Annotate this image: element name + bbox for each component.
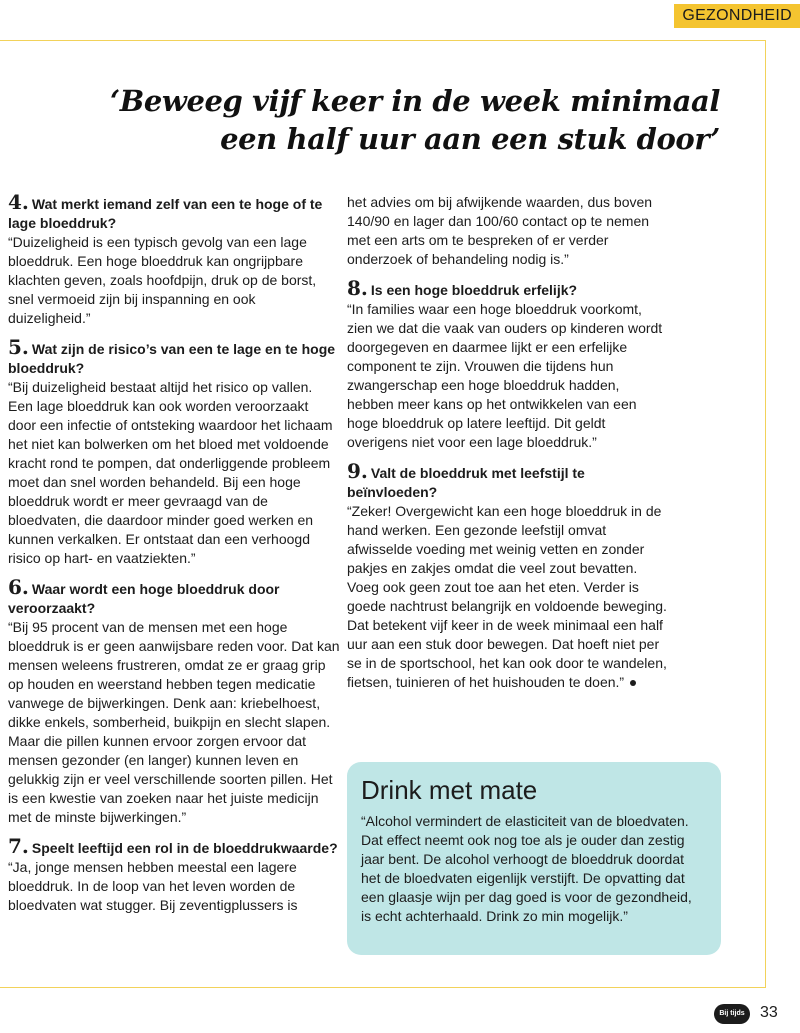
qa-item (347, 459, 667, 692)
question-heading (347, 276, 667, 300)
page-number: 33 (760, 1004, 778, 1021)
question-text: Is een hoge bloeddruk erfelijk? (370, 282, 578, 298)
qa-item (8, 335, 340, 568)
question-number: 7. (8, 834, 29, 858)
callout-box (347, 762, 721, 955)
qa-item (8, 190, 340, 328)
question-number: 4. (8, 190, 29, 214)
question-text: Speelt leeftijd een rol in de bloeddrukwaarde? (31, 840, 338, 856)
question-number: 6. (8, 575, 29, 599)
question-text: Wat zijn de risico’s van een te lage en te hoge bloeddruk? (8, 341, 336, 376)
right-column (347, 193, 667, 702)
answer-text: “Bij 95 procent van de mensen met een hoge bloeddruk is er geen aanwijsbare reden voor. Dat kan mensen weleens frustreren, omdat ze er graag grip op houden en weerstand hebben tegen medicatie vanwege de bijwerkingen. Denk aan: kriebelhoest, dikke enkels, somberheid, buikpijn en slecht slapen. Maar die pillen kunnen ervoor zorgen ervoor dat mensen gezonder (en langer) kunnen leven en gelukkig zijn er veel verschillende soorten pillen. Het is een kwestie van zoeken naar het juiste medicijn met de minste bijwerkingen.” (8, 619, 340, 825)
answer-text-body: “Zeker! Overgewicht kan een hoge bloeddruk in de hand werken. Een gezonde leefstijl omvat afwisselde voeding met weinig vetten en zonder pakjes en zakjes omdat die veel zout bevatten. Voeg ook geen zout toe aan het eten. Verder is goede nachtrust belangrijk en voldoende beweging. Dat betekent vijf keer in de week minimaal een half uur aan een stuk door bewegen. Dat hoeft niet per se in de sportschool, het kan ook door te wandelen, fietsen, tuinieren of het huishouden te doen.” (347, 503, 667, 690)
callout-title: Drink met mate (361, 775, 538, 805)
question-number: 8. (347, 276, 368, 300)
question-heading (8, 190, 340, 233)
qa-continuation (347, 193, 667, 269)
section-tag: GEZONDHEID (674, 4, 800, 28)
question-text: Waar wordt een hoge bloeddruk door veroorzaakt? (8, 581, 280, 616)
qa-item (8, 575, 340, 827)
qa-item (8, 834, 340, 915)
pull-quote (100, 82, 720, 158)
question-number: 9. (347, 459, 368, 483)
answer-continuation-text: het advies om bij afwijkende waarden, dus boven 140/90 en lager dan 100/60 contact op te nemen met een arts om te bespreken of er verder onderzoek of behandeling nodig is.” (347, 194, 653, 267)
answer-text: “Bij duizeligheid bestaat altijd het risico op vallen. Een lage bloeddruk kan ook worden veroorzaakt door een infectie of ontsteking waardoor het lichaam het niet kan bolwerken om het bloed met voldoende kracht rond te pompen, dat onderliggende probleem moet dan snel worden behandeld. Bij een hoge bloeddruk wordt er meer gevraagd van de bloedvaten, die daardoor minder goed werken en kunnen verkalken. Er ontstaat dan een verhoogd risico op hart- en vaatziekten.” (8, 379, 333, 566)
question-text: Wat merkt iemand zelf van een te hoge of te lage bloeddruk? (8, 196, 323, 231)
question-text: Valt de bloeddruk met leefstijl te beïnvloeden? (347, 465, 585, 500)
callout-body: “Alcohol vermindert de elasticiteit van de bloedvaten. Dat effect neemt ook nog toe als je ouder dan zestig jaar bent. De alcohol verhoogt de bloeddruk doordat het de bloedvaten eigenlijk verstijft. De opvatting dat een glaasje wijn per dag goed is voor de gezondheid, is echt achterhaald. Drink zo min mogelijk.” (361, 813, 692, 924)
answer-text: “In families waar een hoge bloeddruk voorkomt, zien we dat die vaak van ouders op kinderen wordt doorgegeven en daarmee lijkt er een erfelijke component te zijn. Vrouwen die tijdens hun zwangerschap een hoge bloeddruk hadden, hebben meer kans op het ontwikkelen van een hoge bloeddruk op latere leeftijd. Dit geldt overigens niet voor een lage bloeddruk.” (347, 301, 663, 450)
question-heading (347, 459, 667, 502)
pull-quote-line-2: een half uur aan een stuk door’ (220, 122, 720, 156)
question-number: 5. (8, 335, 29, 359)
left-column (8, 190, 340, 925)
answer-text: “Ja, jonge mensen hebben meestal een lagere bloeddruk. In de loop van het leven worden de bloedvaten wat stugger. Bij zeventigplussers is (8, 859, 298, 913)
answer-text (347, 502, 667, 692)
question-heading (8, 335, 340, 378)
magazine-logo: Bij tijds (714, 1004, 750, 1024)
question-heading (8, 575, 340, 618)
pull-quote-line-1: ‘Beweeg vijf keer in de week minimaal (110, 84, 720, 118)
article-end-mark (630, 680, 636, 686)
question-heading (8, 834, 340, 858)
qa-item (347, 276, 667, 452)
answer-text: “Duizeligheid is een typisch gevolg van een lage bloeddruk. Een hoge bloeddruk kan ongrijpbare klachten geven, zoals hoofdpijn, druk op de borst, snel vermoeid zijn bij inspanning en ook duizeligheid.” (8, 234, 317, 326)
